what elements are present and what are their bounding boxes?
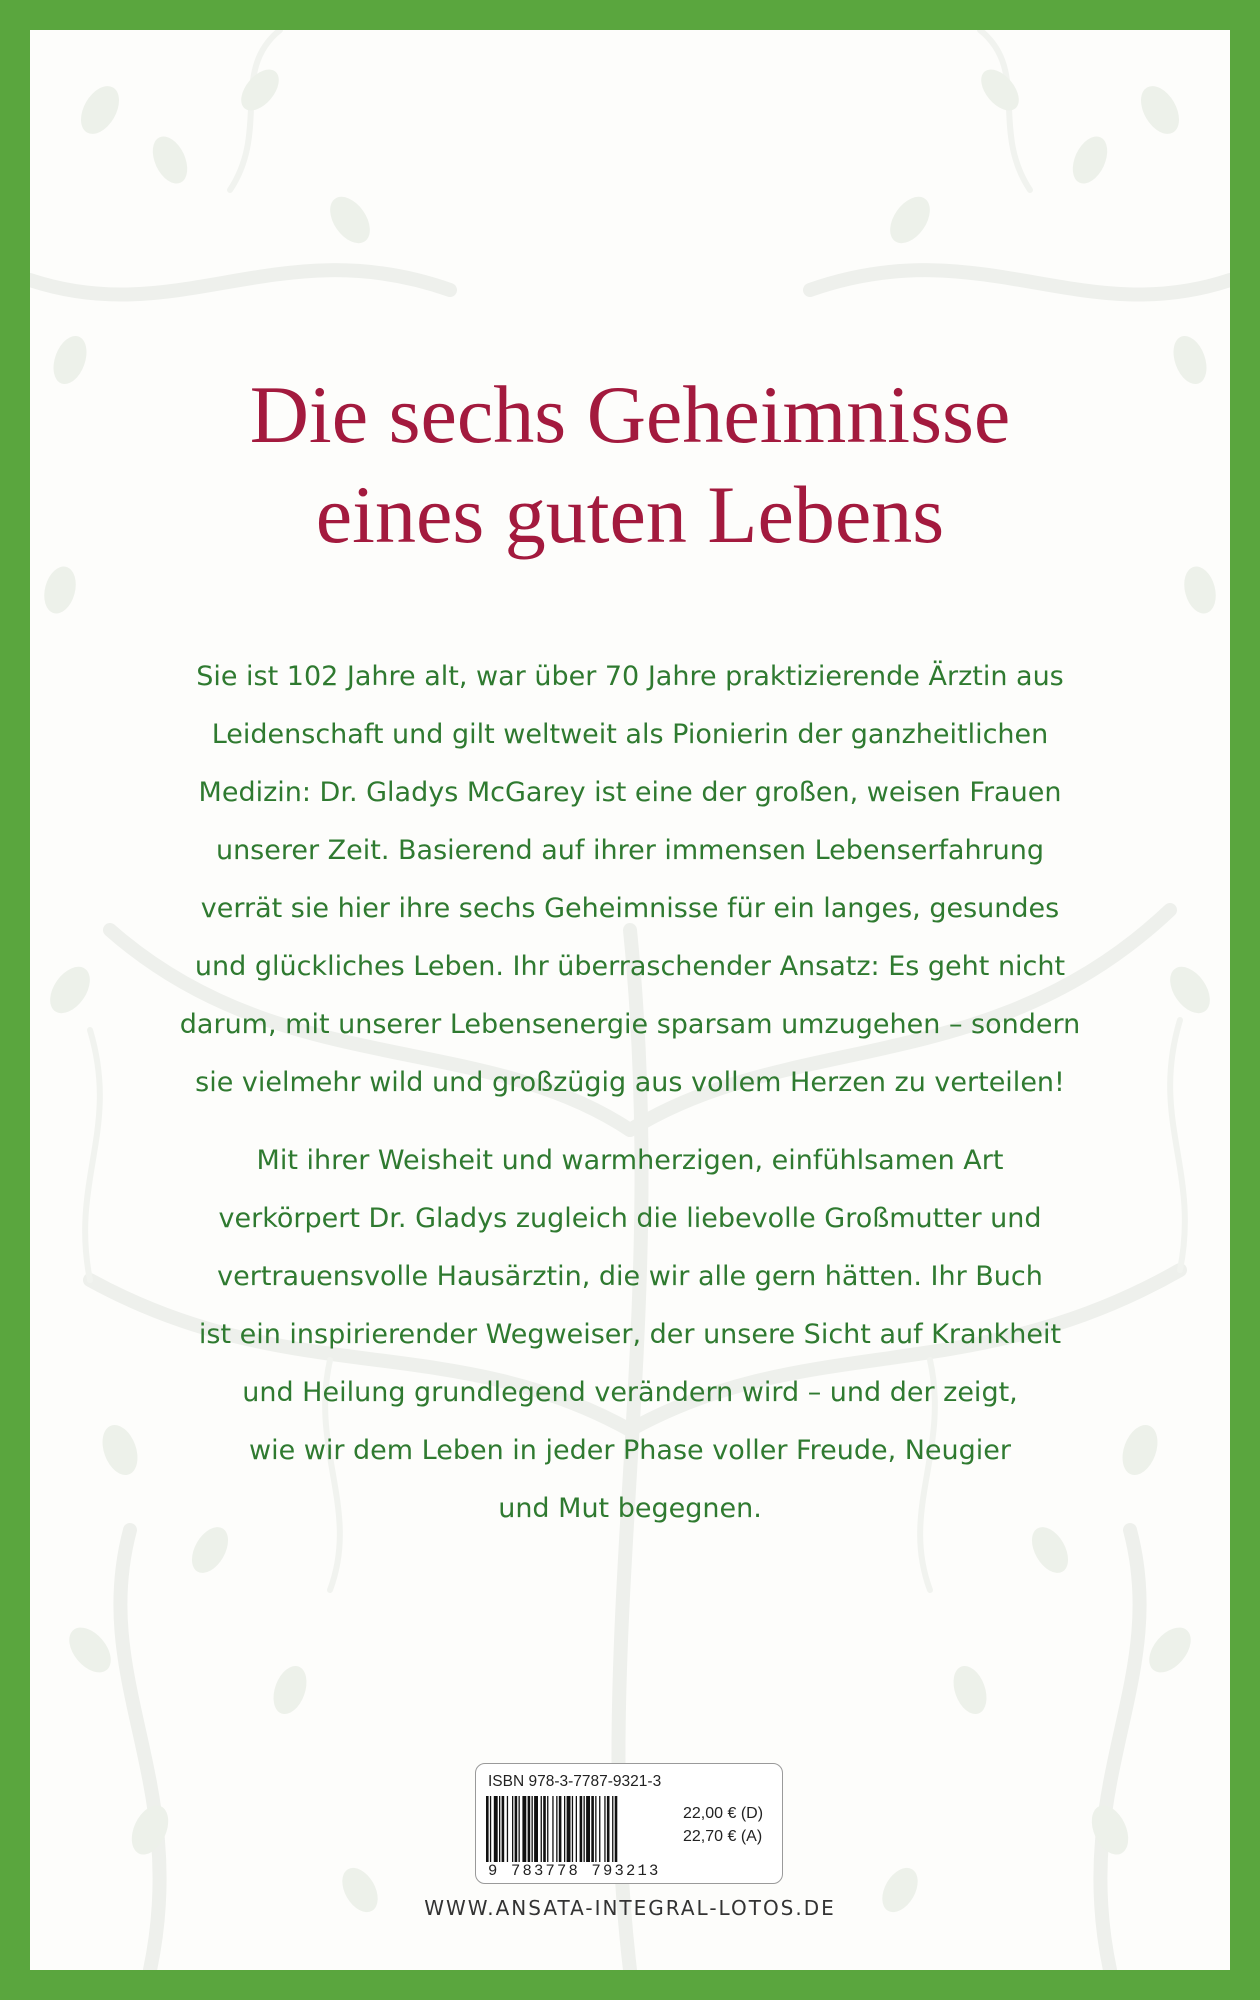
blurb-line: vertrauensvolle Hausärztin, die wir alle gern hätten. Ihr Buch	[217, 1261, 1043, 1292]
blurb-line: sie vielmehr wild und großzügig aus vollem Herzen zu verteilen!	[195, 1067, 1065, 1098]
blurb	[90, 648, 1170, 1538]
blurb-line: und Heilung grundlegend verändern wird – und der zeigt,	[242, 1377, 1018, 1408]
book-title	[30, 365, 1230, 565]
barcode-icon	[486, 1796, 676, 1862]
blurb-line: verkörpert Dr. Gladys zugleich die liebevolle Großmutter und	[218, 1203, 1042, 1234]
publisher-website: WWW.ANSATA-INTEGRAL-LOTOS.DE	[424, 1896, 836, 1920]
blurb-line: darum, mit unserer Lebensenergie sparsam umzugehen – sondern	[179, 1009, 1081, 1040]
blurb-line: wie wir dem Leben in jeder Phase voller Freude, Neugier	[248, 1435, 1012, 1466]
blurb-paragraph-1	[90, 648, 1170, 1112]
blurb-line: Mit ihrer Weisheit und warmherzigen, einfühlsamen Art	[256, 1145, 1004, 1176]
blurb-line: und Mut begegnen.	[498, 1493, 762, 1524]
blurb-line: Medizin: Dr. Gladys McGarey ist eine der großen, weisen Frauen	[198, 777, 1062, 808]
barcode-digits: 9 783778 793213	[488, 1862, 661, 1880]
blurb-line: und glückliches Leben. Ihr überraschender Ansatz: Es geht nicht	[194, 951, 1066, 982]
title-line-2: eines guten Lebens	[315, 469, 945, 560]
title-line-1: Die sechs Geheimnisse	[249, 369, 1011, 460]
price-germany: 22,00 € (D)	[683, 1805, 764, 1822]
blurb-line: unserer Zeit. Basierend auf ihrer immensen Lebenserfahrung	[215, 835, 1045, 866]
blurb-line: verrät sie hier ihre sechs Geheimnisse für ein langes, gesundes	[200, 893, 1060, 924]
blurb-line: ist ein inspirierender Wegweiser, der unsere Sicht auf Krankheit	[198, 1319, 1062, 1350]
barcode-label	[475, 1763, 783, 1884]
blurb-paragraph-2	[90, 1132, 1170, 1538]
isbn-text: ISBN 978-3-7787-9321-3	[488, 1773, 662, 1790]
blurb-line: Sie ist 102 Jahre alt, war über 70 Jahre praktizierende Ärztin aus	[196, 661, 1064, 692]
blurb-line: Leidenschaft und gilt weltweit als Pionierin der ganzheitlichen	[211, 719, 1049, 750]
price-austria: 22,70 € (A)	[683, 1828, 763, 1845]
cover-inner-panel	[30, 30, 1230, 1970]
